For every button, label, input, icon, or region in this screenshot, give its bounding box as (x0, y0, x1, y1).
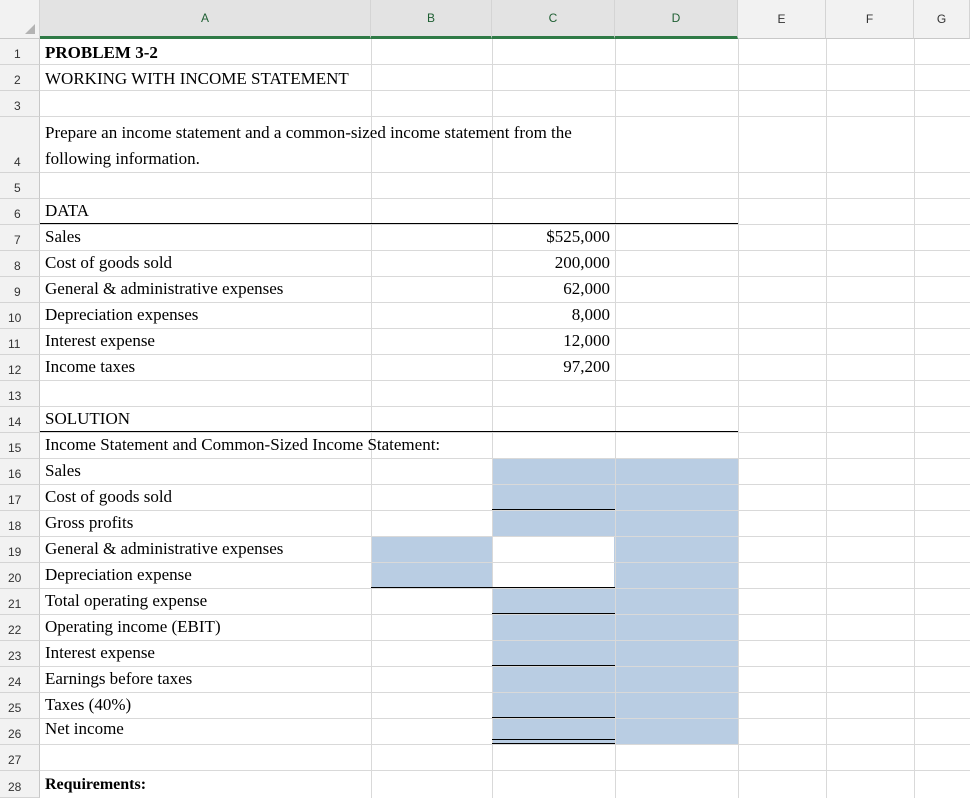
row-label: 5 (14, 181, 21, 195)
gridline (40, 64, 970, 65)
column-label: G (936, 12, 947, 26)
row-label: 20 (8, 571, 22, 585)
column-label: A (200, 11, 209, 25)
cell-a24[interactable]: Earnings before taxes (45, 669, 193, 688)
row-label: 1 (14, 47, 21, 61)
cell-a4-line1[interactable]: Prepare an income statement and a common-sized income statement from the (45, 123, 572, 142)
column-header-e[interactable] (738, 0, 826, 39)
gridline (40, 354, 970, 355)
gridline (40, 770, 970, 771)
gridline (40, 172, 970, 173)
gridline (40, 224, 970, 225)
row-header-12[interactable] (0, 355, 40, 381)
row-label: 11 (8, 337, 21, 351)
cell-a14[interactable]: SOLUTION (45, 409, 130, 428)
cell-c10[interactable]: 8,000 (571, 305, 610, 324)
gridline (40, 692, 970, 693)
gridline (40, 588, 970, 589)
gridline (492, 39, 493, 798)
column-label: F (865, 12, 874, 26)
row-header-21[interactable] (0, 589, 40, 615)
gridline (738, 39, 739, 798)
row-header-1[interactable] (0, 39, 40, 65)
column-header-c[interactable] (492, 0, 615, 39)
row-label: 12 (8, 363, 22, 377)
data-section-border (40, 223, 738, 224)
cell-a20[interactable]: Depreciation expense (45, 565, 192, 584)
cell-a15[interactable]: Income Statement and Common-Sized Income Statement: (45, 435, 441, 454)
gridline (40, 328, 970, 329)
cell-c11[interactable]: 12,000 (563, 331, 610, 350)
column-label: D (671, 11, 681, 25)
column-header-d[interactable] (615, 0, 738, 39)
gridline (40, 718, 970, 719)
row-label: 26 (8, 727, 22, 741)
depreciation-underline (371, 587, 615, 588)
row-header-5[interactable] (0, 173, 40, 199)
net-income-double-underline-bottom (492, 743, 615, 744)
row-label: 27 (8, 753, 22, 767)
row-label: 28 (8, 780, 22, 794)
row-header-3[interactable] (0, 91, 40, 117)
column-header-b[interactable] (371, 0, 492, 39)
row-header-24[interactable] (0, 667, 40, 693)
row-label: 6 (14, 207, 21, 221)
gridline (40, 744, 970, 745)
row-header-26[interactable] (0, 719, 40, 745)
row-header-9[interactable] (0, 277, 40, 303)
row-header-8[interactable] (0, 251, 40, 277)
column-header-a[interactable] (40, 0, 371, 39)
row-header-23[interactable] (0, 641, 40, 667)
row-label: 17 (8, 493, 22, 507)
row-label: 13 (8, 389, 22, 403)
gridline (826, 39, 827, 798)
gridline (371, 39, 372, 798)
gridline (40, 484, 970, 485)
row-header-28[interactable] (0, 771, 40, 798)
row-header-6[interactable] (0, 199, 40, 225)
net-income-double-underline-top (492, 739, 615, 740)
gridline (615, 39, 616, 798)
gridline (40, 90, 970, 91)
row-label: 2 (14, 73, 21, 87)
row-label: 23 (8, 649, 22, 663)
gridline (40, 380, 970, 381)
column-header-f[interactable] (826, 0, 914, 39)
cell-a28[interactable]: Requirements: (45, 776, 147, 793)
cell-a12[interactable]: Income taxes (45, 357, 136, 376)
row-label: 4 (14, 155, 21, 169)
gridline (40, 614, 970, 615)
row-label: 21 (8, 597, 22, 611)
row-label: 7 (14, 233, 21, 247)
gridline (40, 666, 970, 667)
cell-a2[interactable]: WORKING WITH INCOME STATEMENT (45, 69, 349, 88)
gridline (40, 302, 970, 303)
cell-a23[interactable]: Interest expense (45, 643, 155, 662)
input-area-b[interactable] (371, 537, 492, 589)
row-label: 14 (8, 415, 22, 429)
row-label: 16 (8, 467, 22, 481)
row-header-27[interactable] (0, 745, 40, 771)
row-header-22[interactable] (0, 615, 40, 641)
cell-a19[interactable]: General & administrative expenses (45, 539, 284, 558)
total-opex-underline (492, 613, 615, 614)
row-header-11[interactable] (0, 329, 40, 355)
row-label: 10 (8, 311, 22, 325)
cell-a21[interactable]: Total operating expense (45, 591, 208, 610)
gridline (40, 536, 970, 537)
select-all-corner[interactable] (0, 0, 40, 39)
cell-c9[interactable]: 62,000 (563, 279, 610, 298)
column-label: C (548, 11, 558, 25)
blank-cells-c19-c20[interactable] (492, 537, 614, 589)
gridline (40, 432, 970, 433)
row-label: 3 (14, 99, 21, 113)
cell-a16[interactable]: Sales (45, 461, 81, 480)
row-header-16[interactable] (0, 459, 40, 485)
column-label: E (777, 12, 786, 26)
cell-a6[interactable]: DATA (45, 201, 89, 220)
column-header-g[interactable] (914, 0, 970, 39)
row-label: 22 (8, 623, 22, 637)
row-label: 24 (8, 675, 22, 689)
row-label: 8 (14, 259, 21, 273)
gridline (40, 250, 970, 251)
select-all-triangle-icon (25, 24, 35, 34)
cell-a22[interactable]: Operating income (EBIT) (45, 617, 221, 636)
cell-a9[interactable]: General & administrative expenses (45, 279, 284, 298)
gridline (40, 510, 970, 511)
cell-a1[interactable]: PROBLEM 3-2 (45, 43, 158, 62)
row-header-25[interactable] (0, 693, 40, 719)
cell-a17[interactable]: Cost of goods sold (45, 487, 173, 506)
taxes-underline (492, 717, 615, 718)
row-label: 19 (8, 545, 22, 559)
cell-a4-line2[interactable]: following information. (45, 149, 200, 168)
gridline (40, 198, 970, 199)
row-header-7[interactable] (0, 225, 40, 251)
column-label: B (426, 11, 435, 25)
row-header-20[interactable] (0, 563, 40, 589)
gridline (40, 562, 970, 563)
gridline (40, 458, 970, 459)
row-header-18[interactable] (0, 511, 40, 537)
gridline (40, 116, 970, 117)
row-header-14[interactable] (0, 407, 40, 433)
row-label: 18 (8, 519, 22, 533)
row-label: 9 (14, 285, 21, 299)
gridline (40, 276, 970, 277)
cell-a7[interactable]: Sales (45, 227, 81, 246)
gridline (40, 406, 970, 407)
cell-a11[interactable]: Interest expense (45, 331, 155, 350)
cell-a26[interactable]: Net income (45, 719, 124, 738)
solution-section-border (40, 431, 738, 432)
cell-a10[interactable]: Depreciation expenses (45, 305, 199, 324)
cell-c12[interactable]: 97,200 (563, 357, 610, 376)
row-label: 15 (8, 441, 22, 455)
cell-c7[interactable]: $525,000 (546, 227, 610, 246)
row-label: 25 (8, 701, 22, 715)
gridline (40, 640, 970, 641)
gridline (914, 39, 915, 798)
row-header-2[interactable] (0, 65, 40, 91)
cell-a18[interactable]: Gross profits (45, 513, 134, 532)
row-header-13[interactable] (0, 381, 40, 407)
cell-c8[interactable]: 200,000 (554, 253, 610, 272)
row-header-10[interactable] (0, 303, 40, 329)
row-header-19[interactable] (0, 537, 40, 563)
cogs-underline (492, 509, 615, 510)
row-header-17[interactable] (0, 485, 40, 511)
interest-underline (492, 665, 615, 666)
cell-a8[interactable]: Cost of goods sold (45, 253, 173, 272)
cell-a25[interactable]: Taxes (40%) (45, 695, 132, 714)
row-header-15[interactable] (0, 433, 40, 459)
row-header-4[interactable] (0, 117, 40, 173)
